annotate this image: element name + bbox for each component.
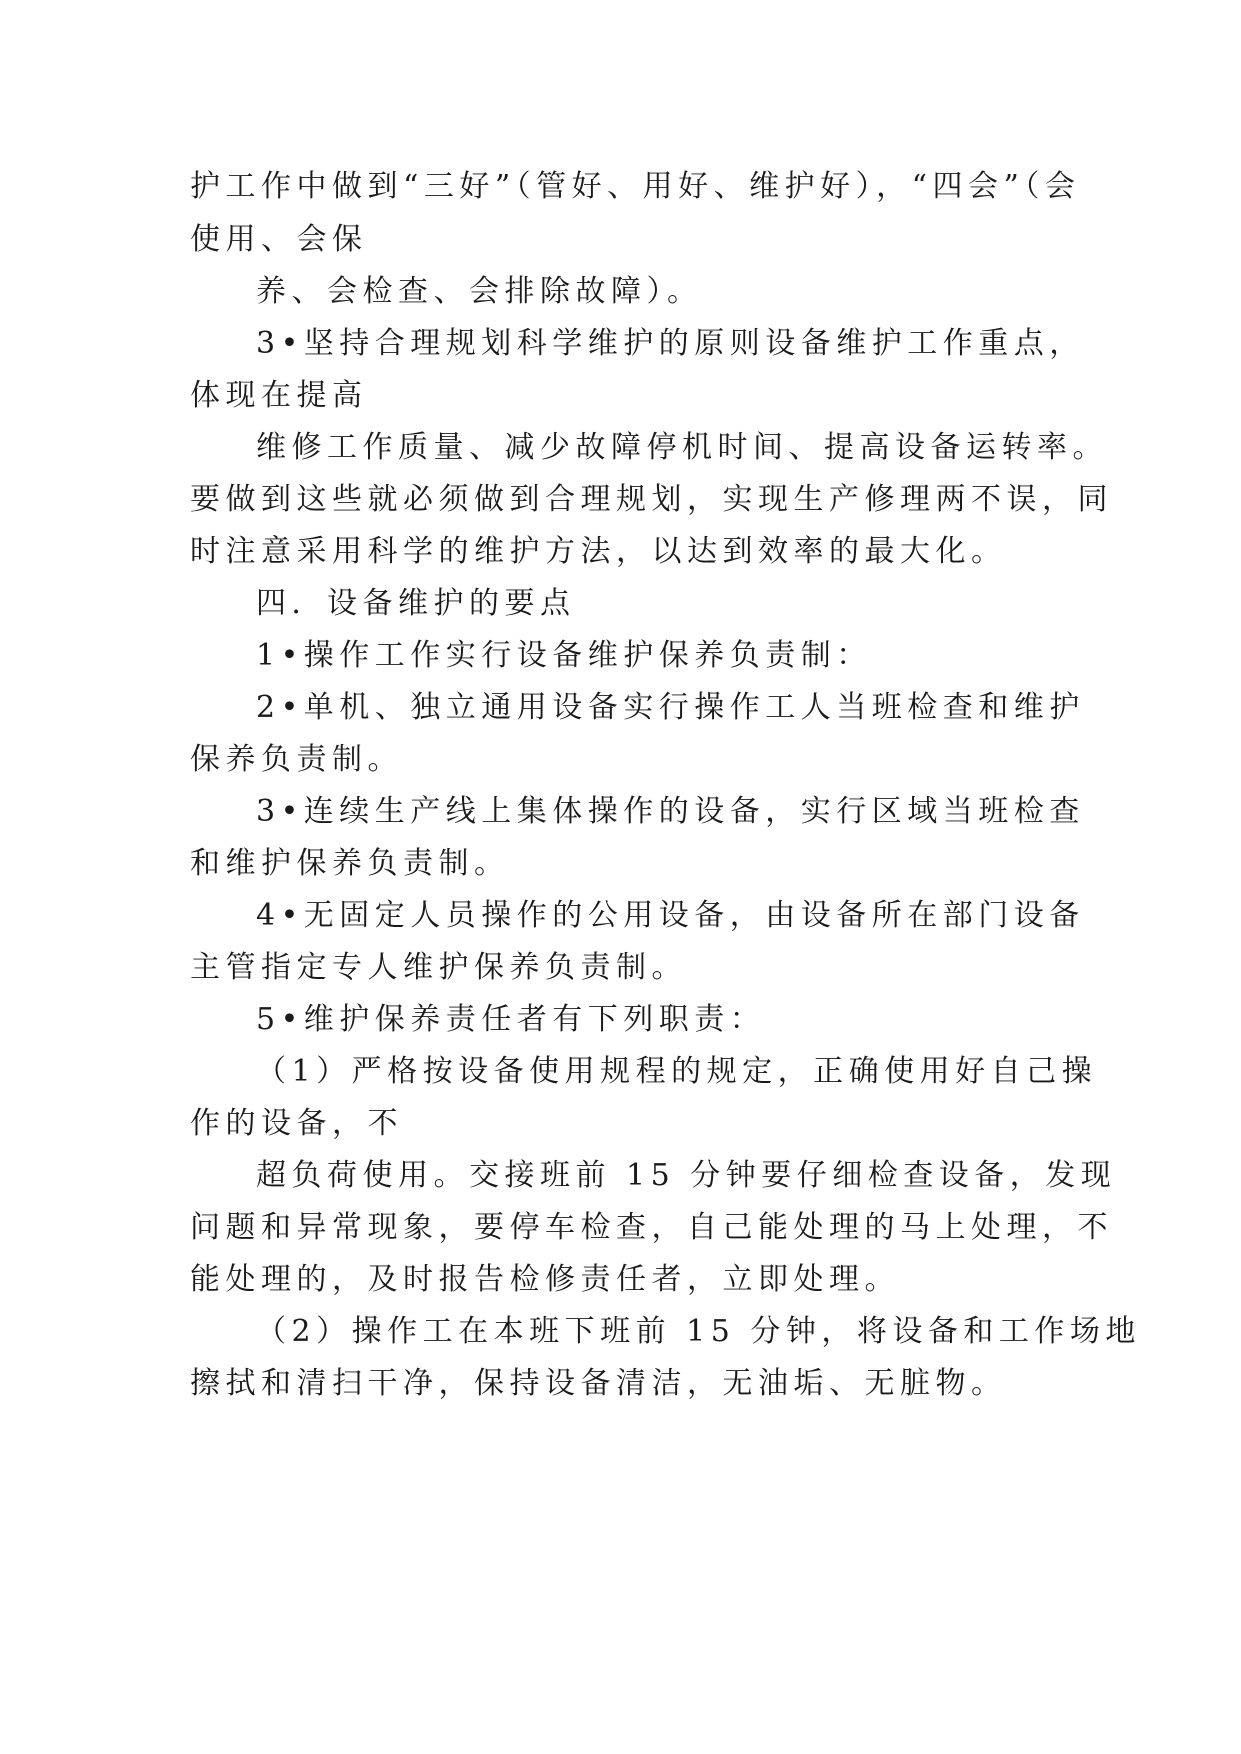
body-line: 1•操作工作实行设备维护保养负责制： xyxy=(256,638,872,673)
section-heading: 四．设备维护的要点 xyxy=(256,586,576,621)
body-line: 3•坚持合理规划科学维护的原则设备维护工作重点， xyxy=(256,326,1085,361)
body-line: 擦拭和清扫干净，保持设备清洁，无油垢、无脏物。 xyxy=(190,1366,1007,1401)
body-line: 超负荷使用。交接班前 15 分钟要仔细检查设备，发现 xyxy=(256,1158,1117,1193)
body-line: 2•单机、独立通用设备实行操作工人当班检查和维护 xyxy=(256,690,1085,725)
body-line: 3•连续生产线上集体操作的设备，实行区域当班检查 xyxy=(256,794,1085,829)
body-line: （2）操作工在本班下班前 15 分钟，将设备和工作场地 xyxy=(256,1314,1141,1349)
body-line: 作的设备，不 xyxy=(190,1106,403,1141)
body-line: 体现在提高 xyxy=(190,378,368,413)
body-line: 和维护保养负责制。 xyxy=(190,846,510,881)
body-line: 时注意采用科学的维护方法，以达到效率的最大化。 xyxy=(190,534,1007,569)
body-line: 维修工作质量、减少故障停机时间、提高设备运转率。 xyxy=(256,430,1108,465)
body-line: 养、会检查、会排除故障）。 xyxy=(256,274,703,309)
body-line: （1）严格按设备使用规程的规定，正确使用好自己操 xyxy=(256,1054,1098,1089)
body-line: 要做到这些就必须做到合理规划，实现生产修理两不误，同 xyxy=(190,482,1113,517)
body-line: 4•无固定人员操作的公用设备，由设备所在部门设备 xyxy=(256,898,1085,933)
body-line: 5•维护保养责任者有下列职责： xyxy=(256,1002,766,1037)
body-line: 主管指定专人维护保养负责制。 xyxy=(190,950,687,985)
body-line: 使用、会保 xyxy=(190,222,368,257)
body-line: 问题和异常现象，要停车检查，自己能处理的马上处理，不 xyxy=(190,1210,1113,1245)
body-line: 能处理的，及时报告检修责任者，立即处理。 xyxy=(190,1262,900,1297)
body-line: 保养负责制。 xyxy=(190,742,403,777)
body-line: 护工作中做到“三好”（管好、用好、维护好），“四会”（会 xyxy=(190,169,1081,204)
